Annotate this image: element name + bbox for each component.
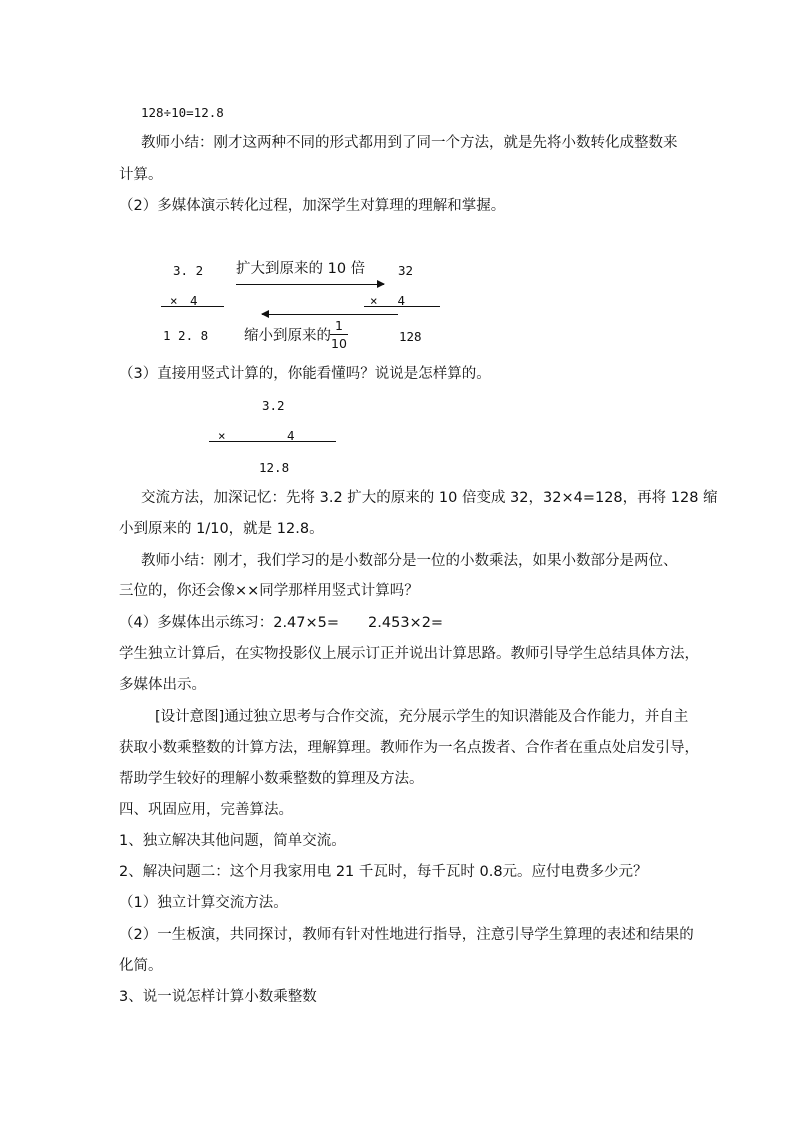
vertical-product: 12.8: [259, 460, 290, 475]
item-2: 2、解决问题二：这个月我家用电 21 千瓦时，每千瓦时 0.8元。应付电费多少元？: [119, 864, 648, 880]
vertical-multiplier: 4: [287, 428, 295, 443]
fraction-denominator: 10: [331, 336, 347, 351]
fraction-bar: [330, 334, 348, 335]
design-intent-cont-2: 帮助学生较好的理解小数乘整数的算理及方法。: [119, 771, 424, 787]
teacher-summary-2-cont: 三位的，你还会像××同学那样用竖式计算吗？: [119, 583, 419, 599]
vertical-times-sign: ×: [218, 428, 226, 443]
item-1: 1、独立解决其他问题，简单交流。: [119, 833, 346, 849]
shrink-arrow: [262, 314, 398, 315]
shrink-label: 缩小到原来的: [244, 328, 331, 344]
item-2-sub-2: （2）一生板演，共同探讨，教师有针对性地进行指导，注意引导学生算理的表述和结果的: [119, 927, 694, 943]
right-rule: [364, 306, 440, 307]
left-multiplier: × 4: [170, 293, 198, 308]
equation-line: 128÷10=12.8: [141, 105, 224, 120]
right-multiplicand: 32: [398, 263, 414, 278]
right-multiplier: × 4: [370, 293, 406, 308]
design-intent: [设计意图]通过独立思考与合作交流，充分展示学生的知识潜能及合作能力，并自主: [155, 709, 689, 725]
left-multiplicand: 3. 2: [173, 263, 204, 278]
expand-label: 扩大到原来的 10 倍: [236, 261, 366, 277]
exchange-method-cont: 小到原来的 1/10，就是 12.8。: [119, 521, 324, 537]
left-rule: [161, 306, 224, 307]
step-3-heading: （3）直接用竖式计算的，你能看懂吗？说说是怎样算的。: [119, 366, 491, 382]
teacher-summary-1-cont: 计算。: [119, 167, 163, 183]
vertical-rule: [209, 441, 336, 442]
item-2-sub-2-cont: 化简。: [119, 958, 163, 974]
student-calc-cont: 多媒体出示。: [119, 677, 206, 693]
item-2-sub-1: （1）独立计算交流方法。: [119, 895, 288, 911]
design-intent-cont-1: 获取小数乘整数的计算方法，理解算理。教师作为一名点拨者、合作者在重点处启发引导，: [119, 740, 699, 756]
vertical-multiplicand: 3.2: [262, 398, 285, 413]
exchange-method: 交流方法，加深记忆：先将 3.2 扩大的原来的 10 倍变成 32，32×4=128，再将 128 缩: [141, 490, 718, 506]
step-4-heading: （4）多媒体出示练习：2.47×5= 2.453×2=: [119, 615, 444, 631]
item-3: 3、说一说怎样计算小数乘整数: [119, 989, 317, 1005]
student-calc: 学生独立计算后，在实物投影仪上展示订正并说出计算思路。教师引导学生总结具体方法，: [119, 646, 699, 662]
left-product: 1 2. 8: [163, 328, 209, 343]
one-tenth-fraction: [330, 318, 348, 351]
teacher-summary-2: 教师小结：刚才，我们学习的是小数部分是一位的小数乘法，如果小数部分是两位、: [141, 553, 678, 569]
section-4-heading: 四、巩固应用，完善算法。: [119, 802, 293, 818]
expand-arrow: [236, 284, 384, 285]
fraction-numerator: 1: [335, 318, 343, 333]
teacher-summary-1: 教师小结：刚才这两种不同的形式都用到了同一个方法，就是先将小数转化成整数来: [141, 135, 678, 151]
right-product: 128: [399, 329, 422, 344]
step-2-heading: （2）多媒体演示转化过程，加深学生对算理的理解和掌握。: [119, 198, 506, 214]
